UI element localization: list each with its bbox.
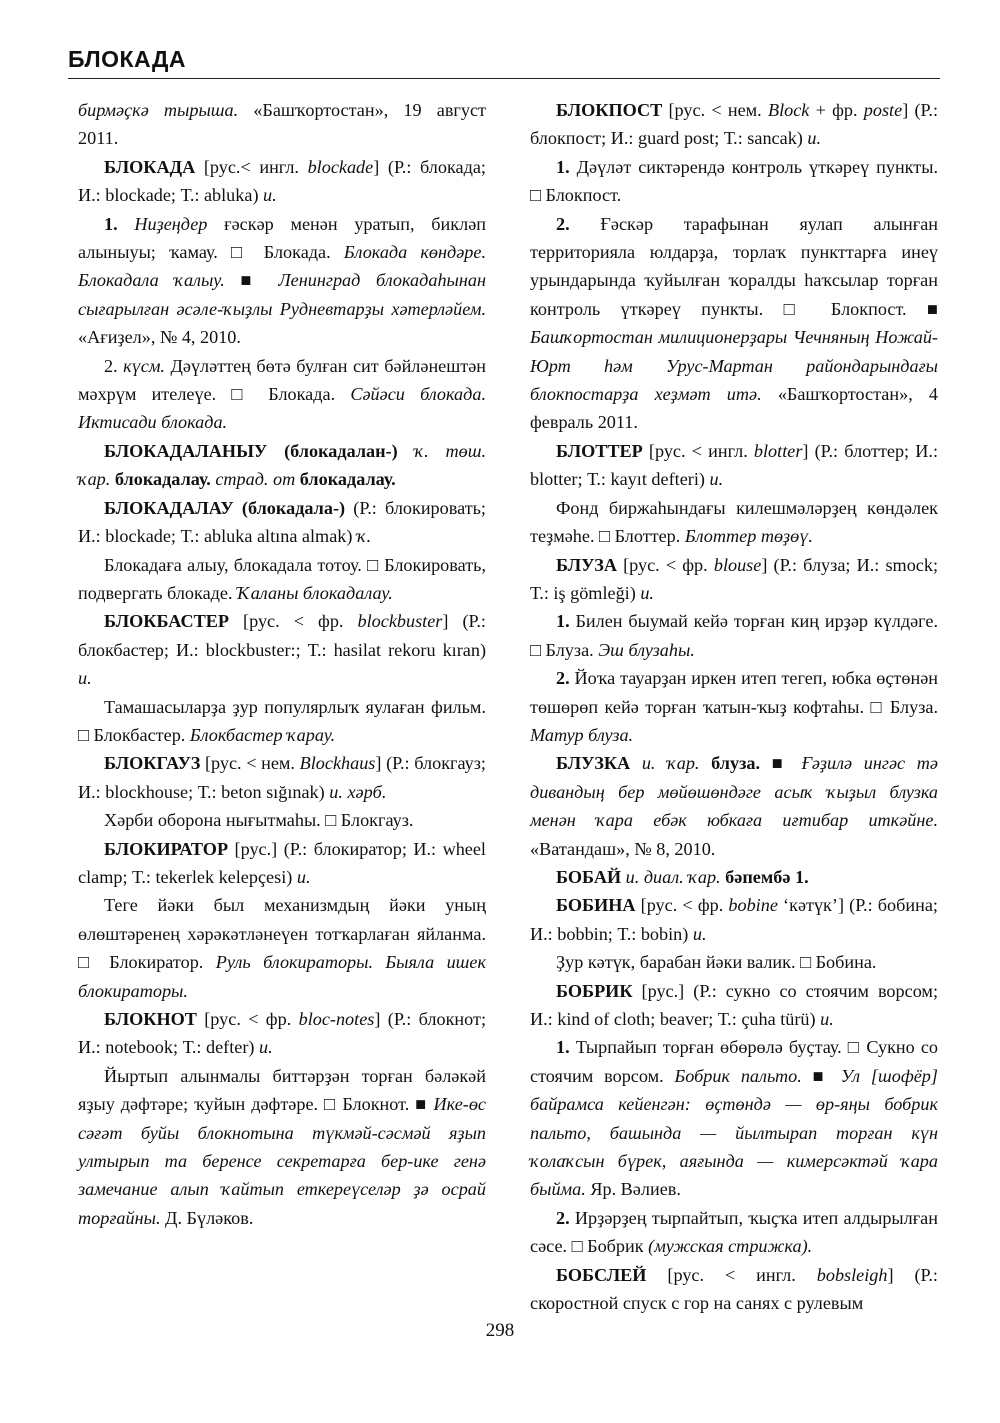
- page-number: 298: [485, 1320, 515, 1341]
- dictionary-paragraph: [78, 96, 486, 153]
- italic-text: bobine: [728, 895, 778, 916]
- text-run: Теге йәки был механизмдың йәки уның өлөштәренең хәрәкәтләнеүен тотҡарлаған яйланма. □ Блокиратор.: [78, 895, 486, 973]
- text-run: [рус.< ингл.: [195, 156, 308, 177]
- dictionary-paragraph: [530, 551, 938, 608]
- dictionary-paragraph: [530, 1204, 938, 1261]
- text-run: ‘кәтүк’] (Р.: бобина; И.: bobbin; Т.: bobin): [530, 895, 938, 944]
- italic-text: күсм.: [123, 355, 165, 376]
- text-run: ] (Р.: блоттер; И.: blotter; Т.: kayıt defteri): [530, 440, 938, 490]
- bold-text: БОБСЛЕЙ: [556, 1264, 647, 1285]
- text-run: Йыртып алынмалы биттәрҙән торған бәләкәй яҙыу дәфтәре; ҡуйын дәфтәре. □ Блокнот. ■: [78, 1065, 486, 1115]
- italic-text: Blockhaus: [299, 753, 376, 774]
- text-run: [630, 753, 642, 773]
- bold-text: БЛУЗКА: [556, 753, 631, 774]
- bold-text: БЛУЗА: [556, 554, 617, 575]
- italic-text: Block: [767, 100, 810, 120]
- text-run: [рус. < нем.: [662, 100, 768, 120]
- italic-text: Ғәҙилә ингәс тә дивандың бер мөйөшөндәге асыҡ ҡыҙыл блузка менән ҡара ебәк юбкаға иғтибар иткәйне.: [530, 753, 938, 831]
- italic-text: ҡ.: [356, 526, 372, 547]
- dictionary-paragraph: [78, 352, 486, 437]
- bold-text: блокадалау.: [299, 469, 396, 490]
- italic-text: и. ҡар.: [641, 753, 700, 774]
- bold-text: БОБРИК: [556, 980, 633, 1001]
- dictionary-paragraph: [78, 551, 486, 608]
- text-run: [рус. < нем.: [200, 753, 300, 774]
- text-run: [рус. < ингл.: [642, 440, 754, 461]
- bold-text: БОБИНА: [556, 895, 636, 916]
- dictionary-paragraph: [530, 863, 938, 891]
- bold-text: 2.: [556, 1207, 575, 1228]
- bold-text: БЛОКАДАЛАУ (блокадала-): [104, 497, 346, 518]
- italic-text: (мужская стрижка).: [648, 1236, 813, 1257]
- italic-text: и.: [709, 469, 724, 490]
- bold-text: БЛОТТЕР: [556, 440, 643, 461]
- dictionary-paragraph: [530, 948, 938, 976]
- text-run: ■: [760, 753, 802, 774]
- text-run: «Башҡортостан», 19 август 2011.: [78, 100, 486, 149]
- italic-text: ҡ. төш. ҡар.: [78, 440, 486, 490]
- dictionary-paragraph: [78, 749, 486, 806]
- dictionary-paragraph: [530, 1261, 938, 1318]
- text-run: [699, 753, 711, 773]
- italic-text: и.: [259, 1037, 273, 1058]
- text-run: [398, 441, 415, 461]
- dictionary-paragraph: [530, 96, 938, 153]
- dictionary-paragraph: [78, 891, 486, 1005]
- text-run: Йоҡа тауарҙан иркен итеп тегеп, юбка өҫтөнән төшөрөп кейә торған ҡатын-ҡыҙ кофтаһы. □ Блуза.: [530, 668, 939, 717]
- italic-text: и.: [807, 128, 822, 149]
- text-run: Билен быумай кейә торған киң ирҙәр күлдәге. □ Блуза.: [530, 611, 939, 660]
- text-run: ] (Р.: блуза; И.: smock; Т.: iş gömleği): [530, 554, 939, 603]
- italic-text: Руль блокираторы. Быяла ишек блокираторы.: [78, 952, 486, 1001]
- bold-text: блокадалау.: [114, 469, 211, 490]
- text-run: Яр. Вәлиев.: [585, 1179, 681, 1200]
- text-run: «Башҡортостан», 4 февраль 2011.: [530, 384, 938, 433]
- bold-text: бәпембә 1.: [725, 866, 809, 887]
- text-run: ғәскәр менән уратып, бикләп алыныуы; ҡамау. □ Блокада.: [78, 213, 486, 263]
- italic-text: и. хәрб.: [329, 781, 387, 802]
- text-run: Тамашасыларҙа ҙур популярлыҡ яулаған фильм. □ Блокбастер.: [78, 696, 486, 745]
- text-run: [рус.] (Р.: блокиратор; И.: wheel clamp; Т.: tekerlek kelepçesi): [78, 838, 486, 887]
- bold-text: БЛОКБАСТЕР: [104, 611, 229, 632]
- text-run: ] (Р.: блокбастер; И.: blockbuster:; Т.: hasilat rekoru kıran): [78, 611, 486, 660]
- text-run: [рус. < фр.: [635, 895, 729, 916]
- italic-text: и.: [820, 1009, 834, 1029]
- text-run: ] (Р.: блокпост; И.: guard post; Т.: sancak): [530, 100, 938, 149]
- text-run: 2.: [104, 355, 124, 376]
- dictionary-paragraph: [78, 210, 486, 352]
- italic-text: Блокада көндәре. Блокадала ҡалыу.: [78, 242, 486, 291]
- italic-text: bloc-notes: [298, 1009, 375, 1029]
- dictionary-paragraph: [530, 607, 938, 664]
- bold-text: БЛОКАДАЛАНЫУ (блокадалан-): [104, 440, 398, 461]
- text-run: [рус. < фр.: [616, 554, 714, 575]
- text-run: + фр.: [809, 100, 864, 120]
- italic-text: poste: [863, 100, 903, 120]
- header-rule: [68, 78, 940, 79]
- bold-text: 2.: [556, 668, 575, 689]
- italic-text: Ниҙеңдер: [134, 213, 208, 234]
- dictionary-paragraph: [78, 1005, 486, 1062]
- running-head: БЛОКАДА: [68, 46, 186, 72]
- bold-text: блуза.: [711, 753, 761, 774]
- text-run: [рус. < ингл.: [646, 1264, 817, 1285]
- italic-text: страд. от: [215, 469, 296, 490]
- dictionary-paragraph: [78, 1062, 486, 1232]
- text-run: Д. Бүләков.: [160, 1207, 254, 1228]
- italic-text: bobsleigh: [816, 1264, 888, 1285]
- bold-text: 1.: [104, 213, 135, 234]
- text-run: ] (Р.: блокнот; И.: notebook; Т.: defter): [78, 1009, 486, 1058]
- text-run: ■: [224, 270, 279, 291]
- italic-text: Эш блузаһы.: [598, 639, 695, 660]
- italic-text: blouse: [713, 554, 762, 575]
- text-run: [рус. < фр.: [196, 1009, 299, 1029]
- dictionary-paragraph: [530, 891, 938, 948]
- italic-text: Ҡаланы блокадалау.: [237, 582, 393, 603]
- italic-text: Ул [шофёр] байрамса кейенгән: өҫтөндә — өр-яңы бобрик пальто, башында — йылтырап торған күн ҡолаҡсын бүрек, аяғында — кимерсәктәй ҡара быйма.: [530, 1065, 938, 1200]
- italic-text: Матур блуза.: [530, 724, 634, 745]
- text-run: Дәүләт сиктәрендә контроль үткәреү пункты. □ Блокпост.: [530, 156, 938, 206]
- bold-text: 1.: [556, 611, 576, 632]
- italic-text: и. диал. ҡар.: [625, 866, 721, 887]
- italic-text: Блокбастер ҡарау.: [189, 724, 336, 745]
- left-column: [78, 96, 486, 1232]
- dictionary-paragraph: [530, 664, 938, 749]
- text-run: (Р.: блокировать; И.: blockade; Т.: abluka altına almak): [78, 497, 486, 547]
- bold-text: БЛОКИРАТОР: [104, 838, 229, 859]
- text-run: Ғәскәр тарафынан яулап алынған территорияла юлдарҙа, торлаҡ пункттарға инеү урындарында ҡуйылған ҡоралды һаҡсылар торған контроль үткәреү пункты. □ Блокпост. ■: [530, 213, 938, 319]
- italic-text: Ленинград блокадаһынан сығарылған әсәле-ҡыҙлы Рудневтарҙы хәтерләйем.: [78, 270, 486, 319]
- dictionary-paragraph: [78, 806, 486, 834]
- dictionary-paragraph: [530, 210, 938, 437]
- text-run: Тырпайып торған өбөрөлә буҫтау. □ Сукно со стоячим ворсом.: [530, 1037, 938, 1086]
- text-run: «Ватандаш», № 8, 2010.: [530, 838, 716, 859]
- dictionary-paragraph: [78, 693, 486, 750]
- text-run: ] (Р.: скоростной спуск с гор на санях с рулевым: [530, 1264, 938, 1314]
- text-run: Блокадаға алыу, блокадала тотоу. □ Блокировать, подвергать блокаде.: [78, 554, 486, 603]
- italic-text: бирмәҫкә тырыша.: [78, 100, 239, 120]
- italic-text: blotter: [753, 440, 803, 461]
- text-run: Хәрби оборона нығытмаһы. □ Блокгауз.: [104, 810, 414, 831]
- dictionary-paragraph: [530, 749, 938, 863]
- dictionary-paragraph: [530, 153, 938, 210]
- bold-text: БЛОКНОТ: [104, 1009, 197, 1029]
- bold-text: 1.: [556, 1037, 576, 1058]
- italic-text: Сәйәси блокада. Иктисади блокада.: [78, 384, 486, 433]
- dictionary-paragraph: [78, 437, 486, 494]
- bold-text: 1.: [556, 156, 577, 177]
- text-run: Ирҙәрҙең тырпайтып, ҡыҫҡа итеп алдырылған сәсе. □ Бобрик: [530, 1207, 938, 1257]
- dictionary-paragraph: [530, 494, 938, 551]
- dictionary-paragraph: [530, 437, 938, 494]
- italic-text: и.: [296, 866, 311, 887]
- italic-text: Ике-өс сәғәт буйы блокнотына түкмәй-сәсмәй яҙып ултырып та беренсе секретарға бер-ике генә замечание алып ҡайтып еткереүселәр ҙә осрай торғайны.: [78, 1094, 486, 1228]
- text-run: «Ағиҙел», № 4, 2010.: [78, 327, 241, 348]
- text-run: [рус. < фр.: [228, 611, 358, 632]
- italic-text: Бобрик пальто.: [674, 1065, 802, 1086]
- italic-text: Блоттер төҙөү.: [684, 526, 813, 547]
- text-run: Дәүләттең бөтә булған сит бәйләнештән мәхрүм ителеүе. □ Блокада.: [78, 355, 487, 405]
- right-column: [530, 96, 938, 1317]
- italic-text: и.: [78, 668, 92, 689]
- dictionary-paragraph: [78, 153, 486, 210]
- dictionary-paragraph: [530, 1033, 938, 1203]
- bold-text: БЛОКАДА: [104, 156, 196, 177]
- text-run: ] (Р.: блокада; И.: blockade; Т.: abluka): [78, 156, 486, 206]
- italic-text: blockade: [307, 156, 374, 177]
- text-run: ] (Р.: блокгауз; И.: blockhouse; Т.: beton sığınak): [78, 753, 486, 802]
- bold-text: БЛОКПОСТ: [556, 100, 663, 120]
- text-run: Ҙур кәтүк, барабан йәки валик. □ Бобина.: [556, 952, 877, 973]
- text-run: [рус.] (Р.: сукно со стоячим ворсом; И.: kind of cloth; beaver; Т.: çuha türü): [530, 980, 938, 1029]
- dictionary-paragraph: [78, 835, 486, 892]
- dictionary-paragraph: [78, 607, 486, 692]
- italic-text: и.: [263, 185, 277, 206]
- bold-text: БЛОКГАУЗ: [104, 753, 201, 774]
- italic-text: и.: [692, 923, 707, 944]
- text-run: Фонд биржаһындағы килешмәләрҙең көндәлек теҙмәһе. □ Блоттер.: [530, 497, 938, 547]
- italic-text: blockbuster: [357, 611, 443, 632]
- text-run: ■: [801, 1065, 841, 1086]
- bold-text: БОБАЙ: [556, 866, 622, 887]
- dictionary-paragraph: [78, 494, 486, 551]
- dictionary-paragraph: [530, 977, 938, 1034]
- italic-text: и.: [640, 582, 654, 603]
- bold-text: 2.: [556, 213, 601, 234]
- italic-text: Башҡортостан милиционерҙары Чечняның Ножай-Юрт һәм Урус-Мартан райондарындағы блокпостарҙа хеҙмәт итә.: [530, 327, 938, 405]
